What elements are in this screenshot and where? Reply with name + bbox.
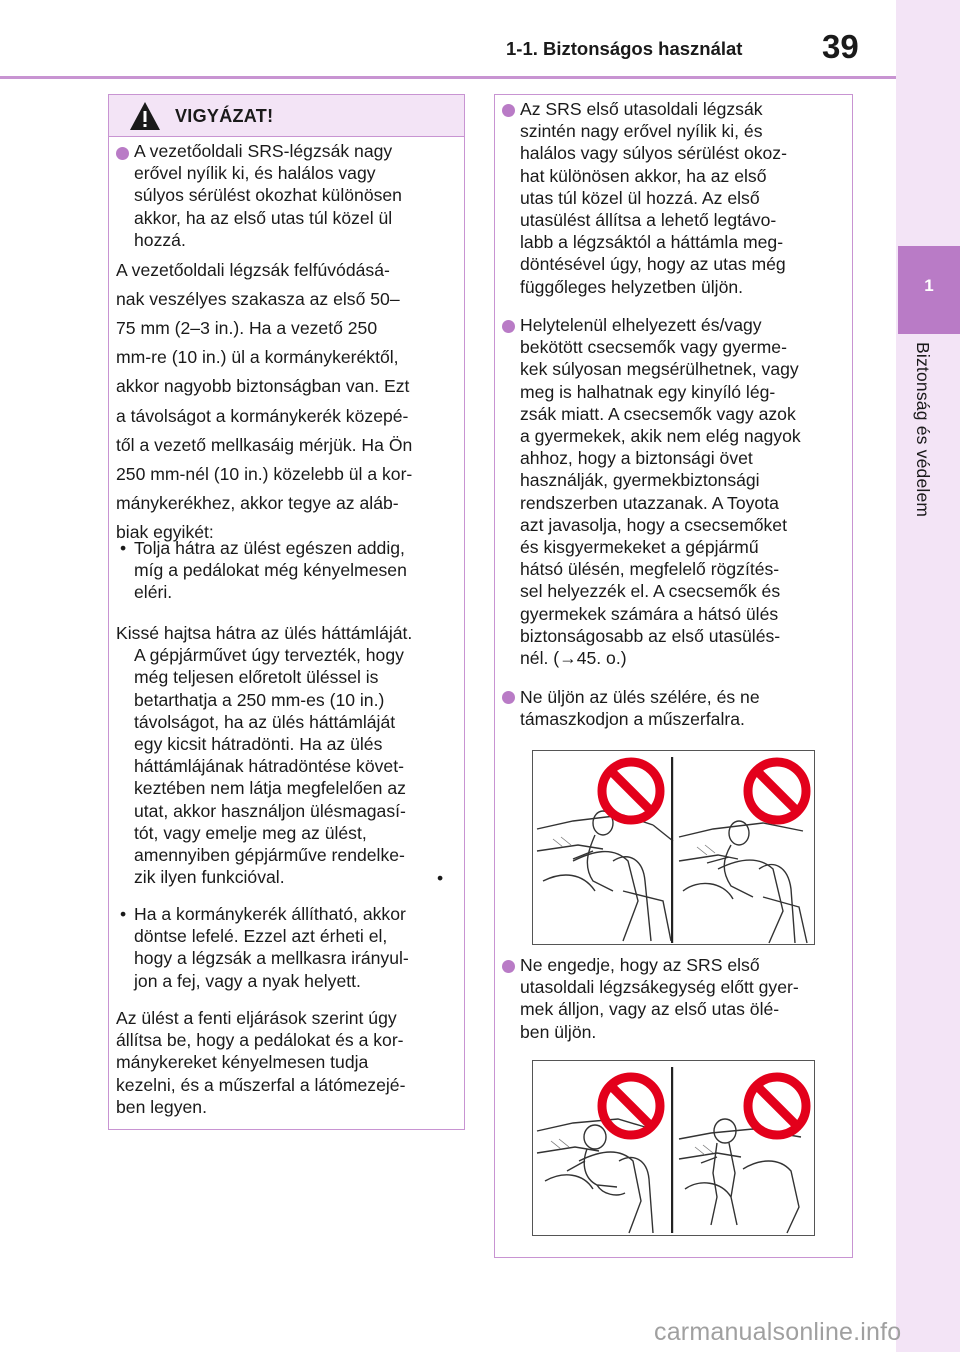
text-line: mek álljon, vagy az első utas ölé- (520, 999, 780, 1020)
text-line: hat különösen akkor, ha az első (520, 165, 767, 186)
warning-triangle-icon (129, 101, 161, 131)
text-line: sel helyezzék el. A csecsemők és (520, 581, 781, 602)
text-line: utas túl közel ül hozzá. Az első (520, 187, 760, 208)
text-line: és kisgyermekeket a gépjármű (520, 537, 759, 557)
text-line: A gépjárművet úgy tervezték, hogy (134, 645, 404, 666)
warning-title: VIGYÁZAT! (175, 106, 274, 126)
watermark: carmanualsonline.info (654, 1318, 902, 1346)
text-line: mm-re (10 in.) ül a kormánykeréktől, (116, 347, 399, 368)
text-line: Tolja hátra az ülést egészen addig, (134, 538, 405, 558)
text-line: döntse lefelé. Ezzel azt érheti el, (134, 926, 388, 947)
list-dot: • (120, 904, 127, 924)
text-line: amennyiben gépjárműve rendelke- (134, 845, 405, 865)
prohibition-icon (602, 762, 660, 820)
text-line: hozzá. (134, 229, 186, 250)
prohibition-icon (748, 762, 806, 820)
side-tab-strip (896, 0, 960, 1352)
text-line: Kissé hajtsa hátra az ülés háttámláját. (116, 623, 413, 643)
text-line: ben üljön. (520, 1021, 597, 1042)
list-dot: • (120, 538, 127, 558)
text-line: állítsa be, hogy a pedálokat és a kor- (116, 1030, 404, 1051)
text-line: utasülést állítsa a lehető legtávo- (520, 210, 777, 230)
text-line: 75 mm (2–3 in.). Ha a vezető 250 (116, 318, 378, 339)
text-line: betarthatja a 250 mm-es (10 in.) (134, 689, 385, 710)
text-line: A vezetőoldali légzsák felfúvódásá- (116, 260, 390, 280)
text-line: döntésével úgy, hogy az utas még (520, 254, 786, 275)
text-line: zsák miatt. A csecsemők vagy azok (520, 403, 796, 424)
text-line: kezelni, és a műszerfal a látómezejé- (116, 1074, 406, 1095)
bullet-dot (116, 147, 129, 160)
text-line: míg a pedálokat még kényelmesen (134, 560, 407, 581)
prohibition-icon (748, 1077, 806, 1135)
text-line: rendszerben utazzanak. A Toyota (520, 492, 779, 513)
text-line: azt javasolja, hogy a csecsemőket (520, 514, 787, 535)
text-line: keztében nem látja megfelelően az (134, 778, 406, 799)
chapter-label: Biztonság és védelem (913, 342, 933, 518)
text-line: hogy a légzsák a mellkasra irányul- (134, 948, 409, 969)
figure-incorrect-seating (532, 750, 815, 945)
text-line: biak egyikét: (116, 521, 214, 542)
text-line: labb a légzsáktól a háttámla meg- (520, 232, 784, 253)
text-line: hátsó ülésén, megfelelő rögzítés- (520, 559, 780, 580)
text-line: a távolságot a kormánykerék közepé- (116, 405, 409, 426)
text-line: távolságot, ha az ülés háttámláját (134, 711, 396, 732)
figure-illustration (533, 1061, 816, 1237)
figure-child-in-front (532, 1060, 815, 1236)
bullet-dot (502, 104, 515, 117)
text-line: től a vezető mellkasáig mérjük. Ha Ön (116, 434, 413, 455)
text-line: használják, gyermekbiztonsági (520, 470, 760, 491)
text-line: Az ülést a fenti eljárások szerint úgy (116, 1008, 397, 1028)
text-line: jon a fej, vagy a nyak helyett. (134, 970, 361, 991)
text-line: biztonságosabb az első utasülés- (520, 625, 781, 646)
text-line: Az SRS első utasoldali légzsák (520, 99, 763, 119)
bullet-dot (502, 691, 515, 704)
end-bullet-mark: • (437, 868, 444, 888)
text-line: halálos vagy súlyos sérülést okoz- (520, 143, 787, 164)
text-line: mánykereket kényelmesen tudja (116, 1052, 369, 1073)
text-line: függőleges helyzetben üljön. (520, 276, 744, 297)
text-line: még teljesen előretolt üléssel is (134, 667, 379, 688)
text-line: eléri. (134, 582, 173, 603)
text-line: erővel nyílik ki, és halálos vagy (134, 163, 376, 184)
text-line: egy kicsit hátradönti. Ha az ülés (134, 734, 383, 754)
text-line: ahhoz, hogy a biztonsági övet (520, 448, 753, 469)
chapter-number: 1 (924, 276, 934, 295)
text-line: zik ilyen funkcióval. (134, 867, 285, 888)
figure-illustration (533, 751, 816, 946)
text-line: bekötött csecsemők vagy gyerme- (520, 337, 787, 358)
page-number: 39 (822, 28, 859, 65)
text-line: tót, vagy emelje meg az ülést, (134, 822, 367, 843)
bullet-dot (502, 320, 515, 333)
text-line: Ne üljön az ülés szélére, és ne (520, 687, 760, 707)
text-line: ben legyen. (116, 1096, 207, 1117)
text-line: a gyermekek, akik nem elég nagyok (520, 426, 801, 446)
text-line: A vezetőoldali SRS-légzsák nagy (134, 141, 393, 161)
text-line: utat, akkor használjon ülésmagasí- (134, 800, 406, 821)
text-line: utasoldali légzsákegység előtt gyer- (520, 977, 799, 998)
text-line: nél. (→45. o.) (520, 648, 627, 668)
text-line: 250 mm-nél (10 in.) közelebb ül a kor- (116, 463, 413, 484)
text-line: támaszkodjon a műszerfalra. (520, 709, 745, 730)
text-line: akkor nagyobb biztonságban van. Ezt (116, 376, 410, 397)
text-line: súlyos sérülést okozhat különösen (134, 185, 402, 206)
text-line: szintén nagy erővel nyílik ki, és (520, 121, 763, 142)
bullet-dot (502, 960, 515, 973)
text-line: mánykerékhez, akkor tegye az aláb- (116, 492, 399, 513)
text-line: Helytelenül elhelyezett és/vagy (520, 315, 762, 335)
header-rule (0, 76, 896, 79)
text-line: meg is halhatnak egy kinyíló lég- (520, 381, 776, 402)
text-line: Ha a kormánykerék állítható, akkor (134, 904, 406, 924)
text-line: nak veszélyes szakasza az első 50– (116, 289, 400, 310)
prohibition-icon (602, 1077, 660, 1135)
warning-header (109, 95, 464, 137)
text-line: Ne engedje, hogy az SRS első (520, 955, 760, 975)
text-line: kek súlyosan megsérülhetnek, vagy (520, 359, 799, 380)
section-title: 1-1. Biztonságos használat (506, 38, 743, 59)
text-line: akkor, ha az első utas túl közel ül (134, 207, 393, 228)
text-line: gyermekek számára a hátsó ülés (520, 603, 779, 624)
text-line: háttámlájának hátradöntése követ- (134, 756, 404, 777)
